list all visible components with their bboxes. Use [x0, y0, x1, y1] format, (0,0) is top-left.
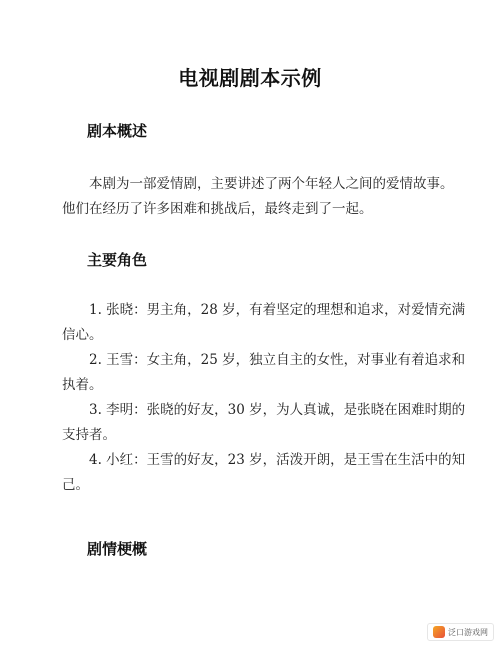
section-heading-overview: 剧本概述 — [87, 122, 148, 140]
overview-paragraph — [62, 172, 454, 222]
characters-list — [62, 298, 466, 498]
character-3-line-1: 3. 李明：张晓的好友，30 岁，为人真诚，是张晓在困难时期的 — [62, 402, 466, 418]
character-1-line-2: 信心。 — [62, 327, 103, 343]
page-title: 电视剧剧本示例 — [178, 66, 322, 90]
character-4-line-1: 4. 小红：王雪的好友，23 岁，活泼开朗，是王雪在生活中的知 — [62, 452, 466, 468]
site-watermark — [427, 623, 494, 641]
section-heading-characters: 主要角色 — [87, 251, 148, 269]
section-heading-plot: 剧情梗概 — [87, 540, 148, 558]
character-2-line-1: 2. 王雪：女主角，25 岁，独立自主的女性，对事业有着追求和 — [62, 352, 466, 368]
character-1-line-1: 1. 张晓：男主角，28 岁，有着坚定的理想和追求，对爱情充满 — [62, 302, 466, 318]
overview-line-1: 本剧为一部爱情剧，主要讲述了两个年轻人之间的爱情故事。 — [62, 176, 454, 192]
watermark-text: 泛口游戏网 — [448, 627, 488, 637]
site-logo-icon — [433, 626, 445, 638]
character-4-line-2: 己。 — [62, 477, 89, 493]
character-3-line-2: 支持者。 — [62, 427, 116, 443]
character-2-line-2: 执着。 — [62, 377, 103, 393]
overview-line-2: 他们在经历了许多困难和挑战后，最终走到了一起。 — [62, 201, 373, 217]
